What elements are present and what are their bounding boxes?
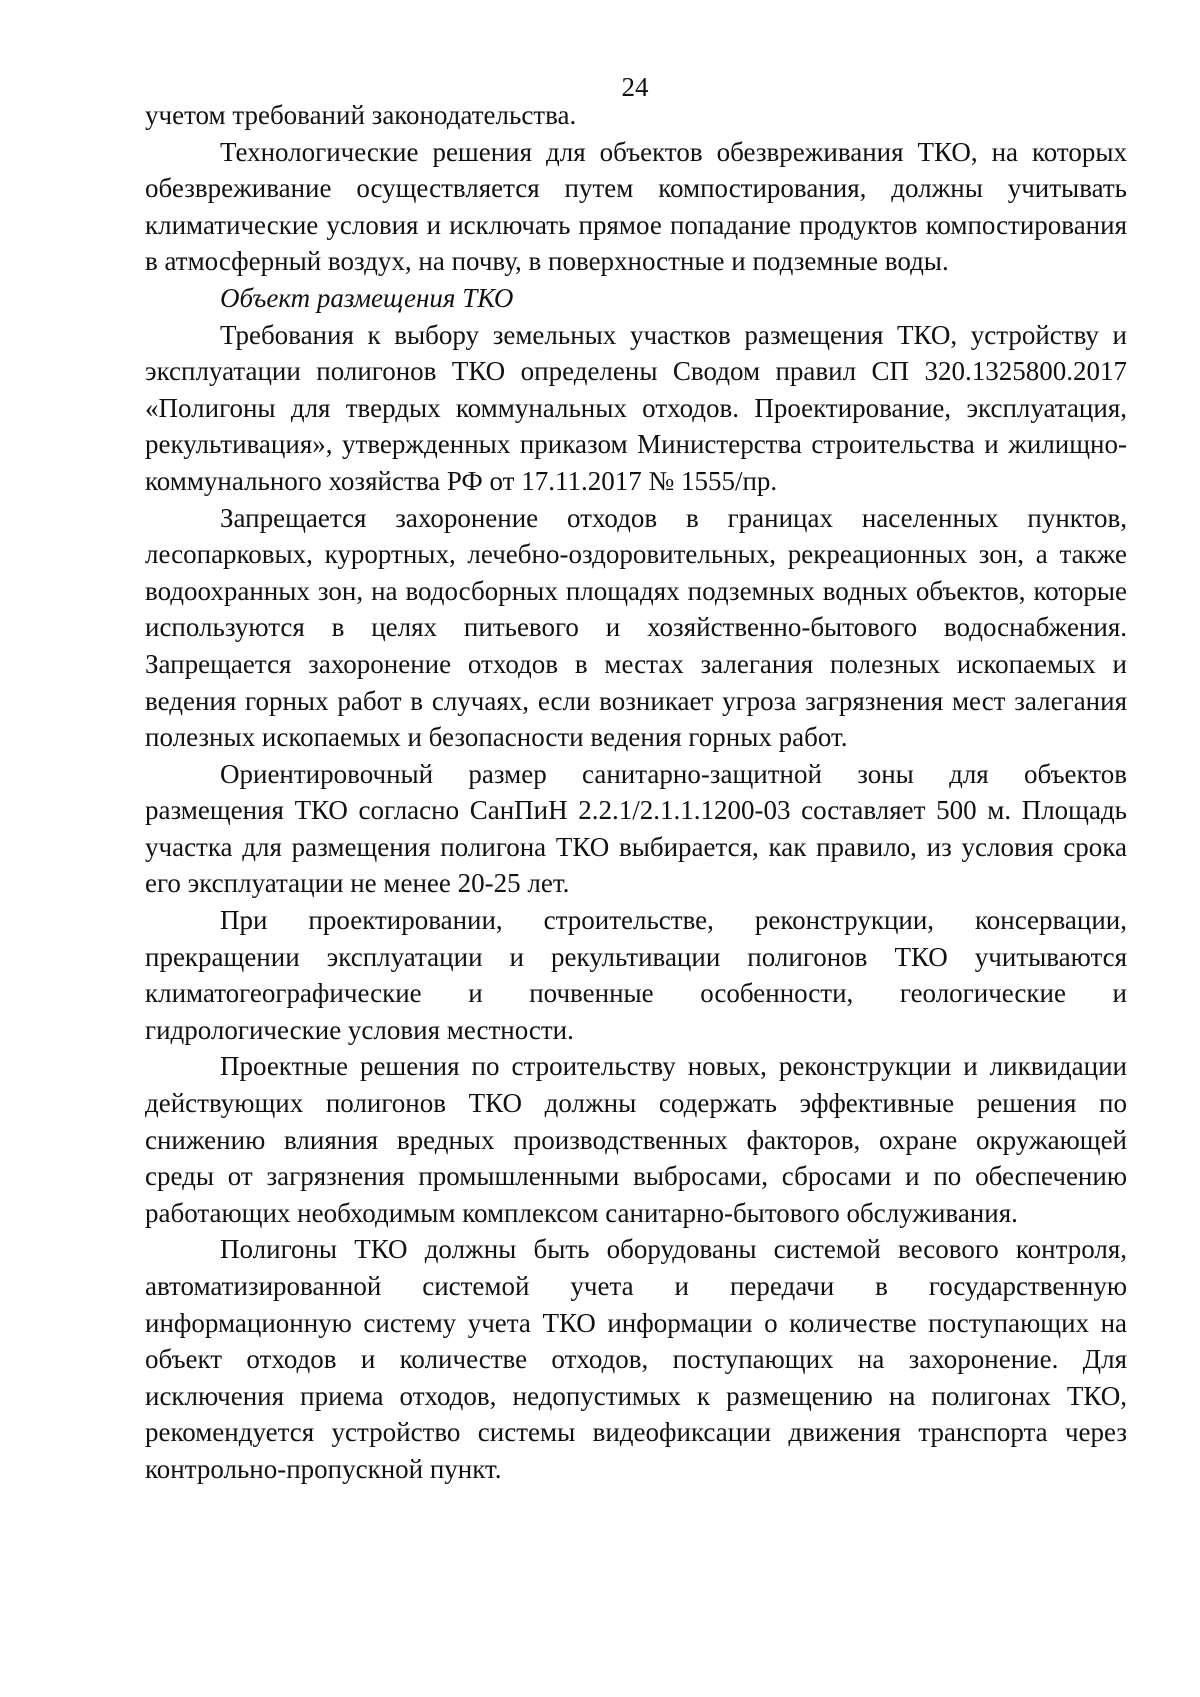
- paragraph-land-requirements: Требования к выбору земельных участков размещения ТКО, устройству и эксплуатации полигонов ТКО определены Сводом правил СП 320.1325800.2017 «Полигоны для твердых коммунальных отходов. Проектирование, эксплуатация, рекультивация», утвержденных приказом Министерства строительства и жилищно-коммунального хозяйства РФ от 17.11.2017 № 1555/пр.: [145, 319, 1127, 496]
- page-number: 24: [621, 72, 649, 102]
- document-body: [145, 97, 1127, 1488]
- paragraph-project-solutions: Проектные решения по строительству новых, реконструкции и ликвидации действующих полигонов ТКО должны содержать эффективные решения по снижению влияния вредных производственных факторов, охране окружающей среды от загрязнения промышленными выбросами, сбросами и по обеспечению работающих необходимым комплексом санитарно-бытового обслуживания.: [145, 1051, 1127, 1228]
- section-heading-disposal-object: Объект размещения ТКО: [220, 282, 514, 313]
- paragraph-continuation: учетом требований законодательства.: [145, 100, 577, 130]
- paragraph-sanitary-zone: Ориентировочный размер санитарно-защитной зоны для объектов размещения ТКО согласно СанПиН 2.2.1/2.1.1.1200-03 составляет 500 м. Площадь участка для размещения полигона ТКО выбирается, как правило, из условия срока его эксплуатации не менее 20-25 лет.: [145, 758, 1127, 899]
- paragraph-weight-control: Полигоны ТКО должны быть оборудованы системой весового контроля, автоматизированной системой учета и передачи в государственную информационную систему учета ТКО информации о количестве поступающих на объект отходов и количестве отходов, поступающих на захоронение. Для исключения приема отходов, недопустимых к размещению на полигонах ТКО, рекомендуется устройство системы видеофиксации движения транспорта через контрольно-пропускной пункт.: [145, 1234, 1127, 1484]
- paragraph-design-conditions: При проектировании, строительстве, реконструкции, консервации, прекращении эксплуатации и рекультивации полигонов ТКО учитываются климатогеографические и почвенные особенности, геологические и гидрологические условия местности.: [145, 905, 1127, 1045]
- paragraph-burial-prohibitions: Запрещается захоронение отходов в границах населенных пунктов, лесопарковых, курортных, лечебно-оздоровительных, рекреационных зон, а также водоохранных зон, на водосборных площадях подземных водных объектов, которые используются в целях питьевого и хозяйственно-бытового водоснабжения. Запрещается захоронение отходов в местах залегания полезных ископаемых и ведения горных работ в случаях, если возникает угроза загрязнения мест залегания полезных ископаемых и безопасности ведения горных работ.: [145, 502, 1127, 753]
- paragraph-composting-solutions: Технологические решения для объектов обезвреживания ТКО, на которых обезвреживание осуществляется путем компостирования, должны учитывать климатические условия и исключать прямое попадание продуктов компостирования в атмосферный воздух, на почву, в поверхностные и подземные воды.: [145, 136, 1127, 277]
